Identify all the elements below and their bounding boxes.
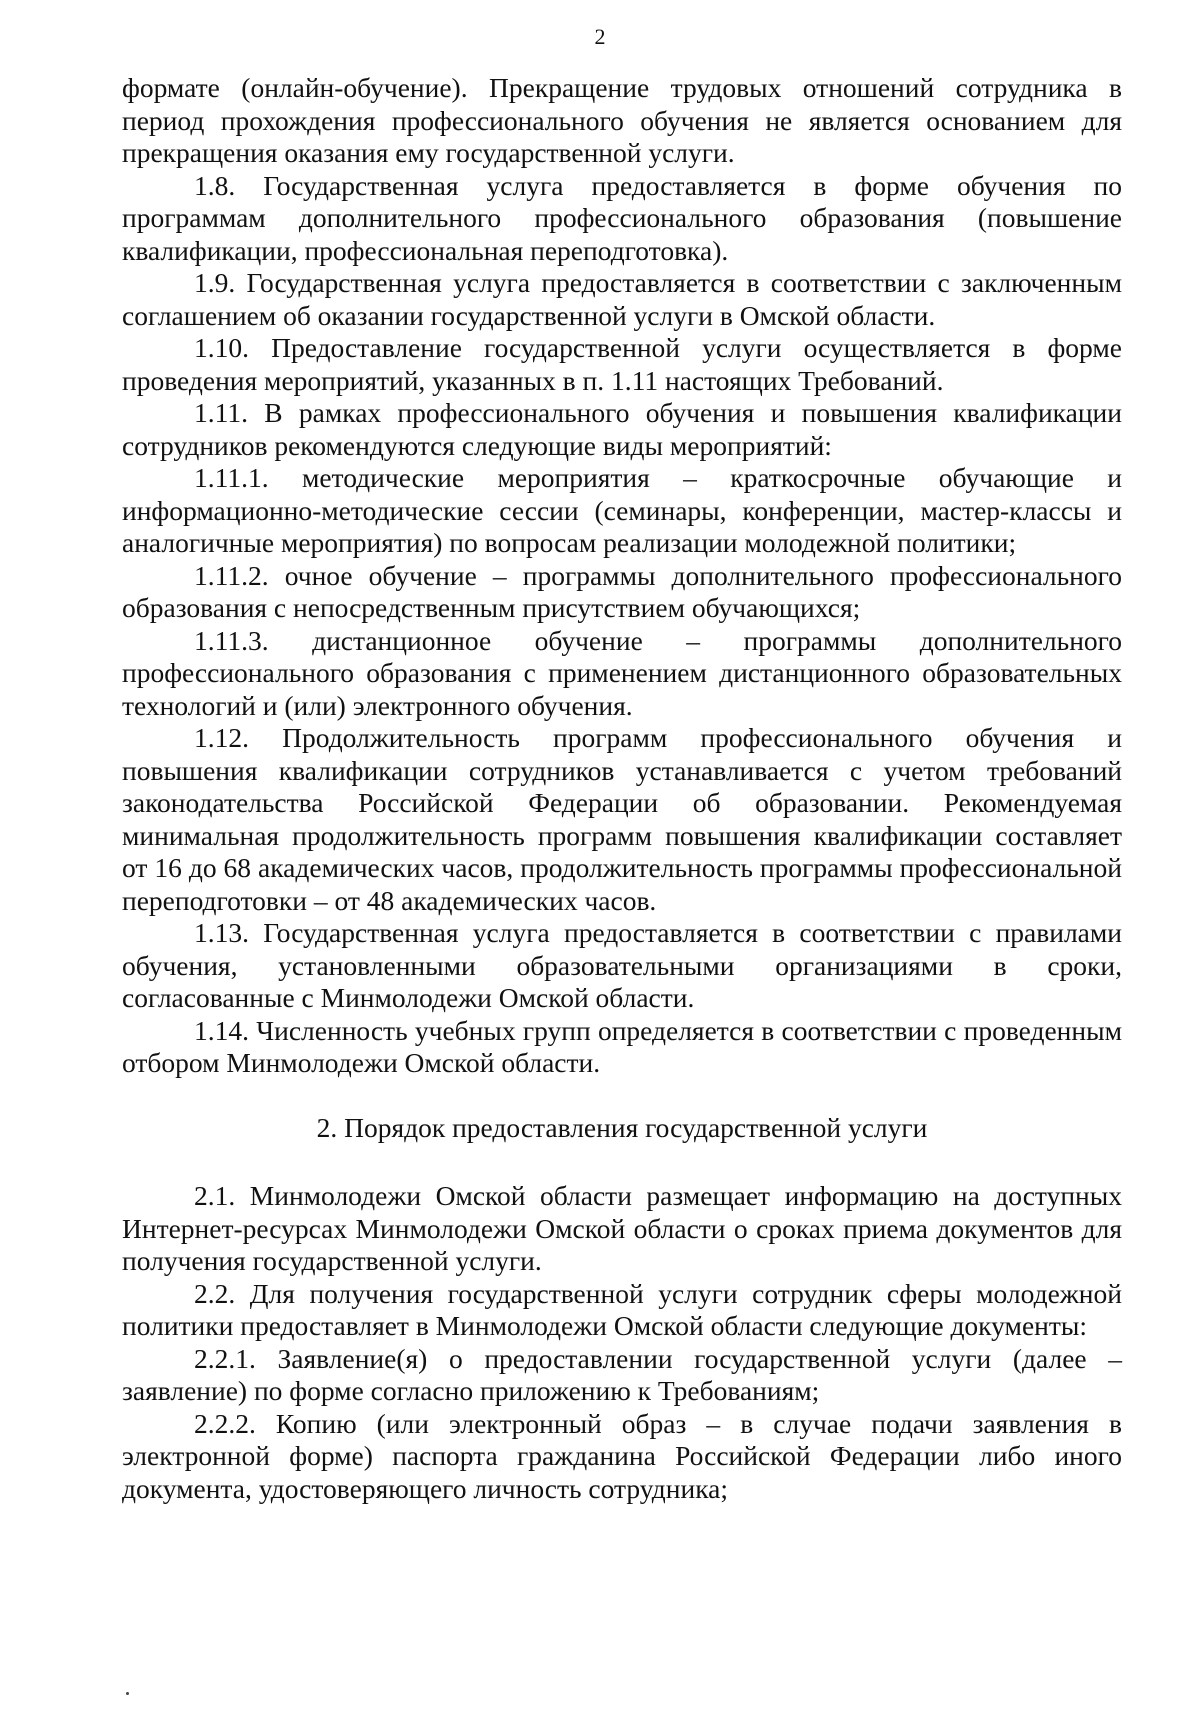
page-number: 2 (594, 24, 606, 49)
paragraph-continuation: формате (онлайн-обучение). Прекращение трудовых отношений сотрудника в период прохождения профессионального обучения не является основанием для прекращения оказания ему государственной услуги. (122, 72, 1122, 168)
paragraph-1-8: 1.8. Государственная услуга предоставляется в форме обучения по программам дополнительного профессионального образования (повышение квалификации, профессиональная переподготовка). (122, 169, 1122, 266)
paragraph-2-1: 2.1. Минмолодежи Омской области размещает информацию на доступных Интернет-ресурсах Минмолодежи Омской области о сроках приема документов для получения государственной услуги. (122, 1180, 1122, 1276)
paragraph-1-9: 1.9. Государственная услуга предоставляется в соответствии с заключенным соглашением об оказании государственной услуги в Омской области. (122, 267, 1122, 331)
paragraph-2-2: 2.2. Для получения государственной услуги сотрудник сферы молодежной политики предоставляет в Минмолодежи Омской области следующие документы: (122, 1277, 1122, 1341)
document-body (122, 72, 1122, 1505)
scan-speck (126, 1692, 129, 1695)
section-heading: 2. Порядок предоставления государственной услуги (316, 1111, 928, 1143)
paragraph-2-2-2: 2.2.2. Копию (или электронный образ – в случае подачи заявления в электронной форме) паспорта гражданина Российской Федерации либо иного документа, удостоверяющего личность сотрудника; (122, 1407, 1122, 1504)
paragraph-1-11-2: 1.11.2. очное обучение – программы дополнительного профессионального образования с непосредственным присутствием обучающихся; (122, 559, 1122, 623)
paragraph-1-11: 1.11. В рамках профессионального обучения и повышения квалификации сотрудников рекомендуются следующие виды мероприятий: (122, 397, 1122, 461)
paragraph-2-2-1: 2.2.1. Заявление(я) о предоставлении государственной услуги (далее – заявление) по форме согласно приложению к Требованиям; (122, 1342, 1122, 1406)
paragraph-1-13: 1.13. Государственная услуга предоставляется в соответствии с правилами обучения, установленными образовательными организациями в сроки, согласованные с Минмолодежи Омской области. (122, 917, 1122, 1013)
paragraph-1-11-3: 1.11.3. дистанционное обучение – программы дополнительного профессионального образования с применением дистанционного образовательных технологий и (или) электронного обучения. (122, 624, 1122, 721)
paragraph-1-11-1: 1.11.1. методические мероприятия – краткосрочные обучающие и информационно-методические сессии (семинары, конференции, мастер-классы и аналогичные мероприятия) по вопросам реализации молодежной политики; (122, 462, 1122, 558)
paragraph-1-12: 1.12. Продолжительность программ профессионального обучения и повышения квалификации сотрудников устанавливается с учетом требований законодательства Российской Федерации об образовании. Рекомендуемая минимальная продолжительность программ повышения квалификации составляет от 16 до 68 академических часов, продолжительность программы профессиональной переподготовки – от 48 академических часов. (122, 722, 1122, 916)
paragraph-1-10: 1.10. Предоставление государственной услуги осуществляется в форме проведения мероприятий, указанных в п. 1.11 настоящих Требований. (122, 332, 1122, 396)
paragraph-1-14: 1.14. Численность учебных групп определяется в соответствии с проведенным отбором Минмолодежи Омской области. (122, 1014, 1122, 1078)
